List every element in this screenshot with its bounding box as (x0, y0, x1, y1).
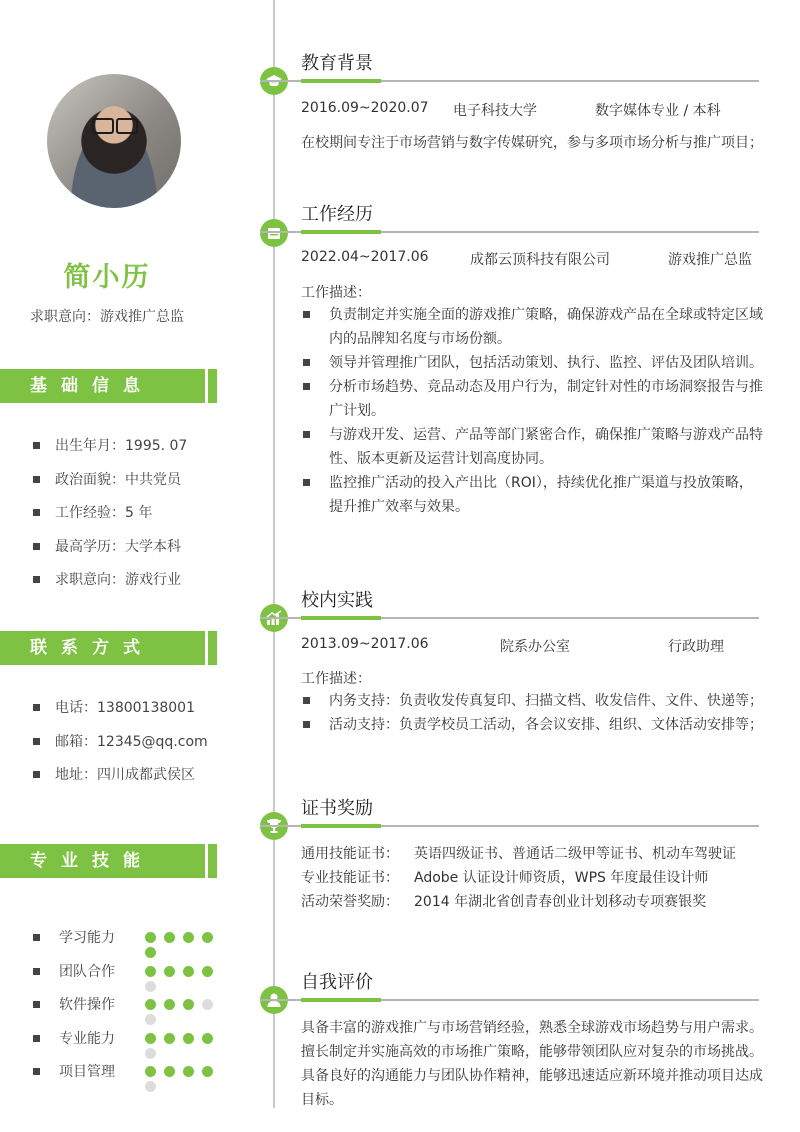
list-item: 活动支持：负责学校员工活动，各会议安排、组织、文体活动安排等； (301, 713, 764, 737)
rating-dot (145, 947, 156, 958)
job-intent: 求职意向：游戏推广总监 (30, 309, 184, 325)
list-item: 最高学历：大学本科 (33, 537, 187, 571)
skill-item (33, 1029, 233, 1063)
skill-item (33, 962, 233, 996)
profile-photo (47, 74, 181, 208)
skill-item (33, 1062, 233, 1096)
phone-item: 电话：13800138001 (33, 698, 208, 732)
campus-org: 院系办公室 (500, 639, 570, 655)
list-item: 负责制定并实施全面的游戏推广策略，确保游戏产品在全球或特定区域内的品牌知名度与市场份额。 (301, 303, 764, 351)
list-item: 政治面貌：中共党员 (33, 470, 187, 504)
rating-dot (183, 999, 194, 1010)
rating-dot (145, 1014, 156, 1025)
section-divider (260, 825, 759, 827)
rating-dot (183, 1033, 194, 1044)
cert-row: 通用技能证书： 英语四级证书、普通话二级甲等证书、机动车驾驶证 (301, 846, 736, 862)
rating-dot (145, 966, 156, 977)
rating-dot (183, 1066, 194, 1077)
briefcase-icon (266, 225, 282, 241)
self-eval-text: 具备丰富的游戏推广与市场营销经验，熟悉全球游戏市场趋势与用户需求。擅长制定并实施高效的市场推广策略，能够带领团队应对复杂的市场挑战。具备良好的沟通能力与团队协作精神，能够迅速适应新环境并推动项目达成目标。 (301, 1020, 763, 1108)
work-period: 2022.04~2017.06 (301, 249, 429, 265)
skill-item (33, 995, 233, 1029)
campus-title: 校内实践 (301, 590, 373, 611)
rating-dot (145, 981, 156, 992)
skill-rating (145, 999, 233, 1029)
skill-item (33, 928, 233, 962)
education-desc: 在校期间专注于市场营销与数字传媒研究，参与多项市场分析与推广项目； (301, 135, 763, 151)
skill-label: 项目管理 (59, 1064, 115, 1080)
campus-duties (301, 689, 764, 737)
skill-label: 学习能力 (59, 930, 115, 946)
rating-dot (145, 1033, 156, 1044)
skill-label: 软件操作 (59, 997, 115, 1013)
email-item: 邮箱：12345@qq.com (33, 732, 208, 766)
list-item: 分析市场趋势、竞品动态及用户行为，制定针对性的市场洞察报告与推广计划。 (301, 375, 764, 423)
section-divider (260, 617, 759, 619)
rating-dot (145, 999, 156, 1010)
skill-rating (145, 1033, 233, 1063)
rating-dot (183, 966, 194, 977)
basic-info-title: 基础信息 (0, 369, 205, 403)
education-major: 数字媒体专业 / 本科 (595, 103, 721, 119)
rating-dot (145, 1081, 156, 1092)
work-desc-label: 工作描述： (301, 285, 371, 301)
skill-rating (145, 1066, 233, 1096)
section-divider (260, 999, 759, 1001)
skills-list (33, 928, 233, 1096)
rating-dot (164, 1033, 175, 1044)
skills-header (0, 844, 218, 878)
skills-title: 专业技能 (0, 844, 205, 878)
education-period: 2016.09~2020.07 (301, 100, 429, 116)
education-title: 教育背景 (301, 53, 373, 74)
address-item: 地址：四川成都武侯区 (33, 765, 208, 799)
rating-dot (164, 932, 175, 943)
list-item: 出生年月：1995. 07 (33, 436, 187, 470)
rating-dot (145, 932, 156, 943)
rating-dot (164, 966, 175, 977)
self-eval-title: 自我评价 (301, 972, 373, 993)
rating-dot (202, 932, 213, 943)
rating-dot (164, 1066, 175, 1077)
rating-dot (145, 1048, 156, 1059)
cert-row: 活动荣誉奖励： 2014 年湖北省创青春创业计划移动专项赛银奖 (301, 894, 707, 910)
work-role: 游戏推广总监 (668, 252, 752, 268)
rating-dot (202, 1066, 213, 1077)
rating-dot (164, 999, 175, 1010)
basic-info-list (33, 436, 187, 604)
section-divider (260, 231, 759, 233)
list-item: 领导并管理推广团队，包括活动策划、执行、监控、评估及团队培训。 (301, 351, 764, 375)
skill-rating (145, 932, 233, 962)
work-company: 成都云顶科技有限公司 (470, 252, 610, 268)
section-divider (260, 80, 759, 82)
work-duties (301, 303, 764, 519)
campus-desc-label: 工作描述： (301, 671, 371, 687)
timeline-line (273, 0, 275, 1108)
profile-name: 简小历 (63, 262, 151, 293)
list-item: 内务支持：负责收发传真复印、扫描文档、收发信件、文件、快递等； (301, 689, 764, 713)
campus-period: 2013.09~2017.06 (301, 636, 429, 652)
rating-dot (145, 1066, 156, 1077)
rating-dot (202, 966, 213, 977)
cert-row: 专业技能证书： Adobe 认证设计师资质，WPS 年度最佳设计师 (301, 870, 709, 886)
skill-label: 专业能力 (59, 1030, 115, 1047)
skill-rating (145, 966, 233, 996)
contact-title: 联系方式 (0, 631, 205, 665)
contact-header (0, 631, 218, 665)
certs-title: 证书奖励 (301, 798, 373, 819)
list-item: 与游戏开发、运营、产品等部门紧密合作，确保推广策略与游戏产品特性、版本更新及运营计划高度协同。 (301, 423, 764, 471)
education-school: 电子科技大学 (453, 103, 537, 119)
rating-dot (202, 1033, 213, 1044)
work-title: 工作经历 (301, 204, 373, 225)
skill-label: 团队合作 (59, 963, 115, 980)
list-item: 监控推广活动的投入产出比（ROI），持续优化推广渠道与投放策略，提升推广效率与效果。 (301, 471, 764, 519)
contact-list (33, 698, 208, 799)
campus-role: 行政助理 (668, 639, 724, 655)
rating-dot (202, 999, 213, 1010)
list-item: 工作经验：5 年 (33, 503, 187, 537)
work-node (260, 219, 288, 247)
basic-info-header (0, 369, 218, 403)
rating-dot (183, 932, 194, 943)
list-item: 求职意向：游戏行业 (33, 570, 187, 604)
